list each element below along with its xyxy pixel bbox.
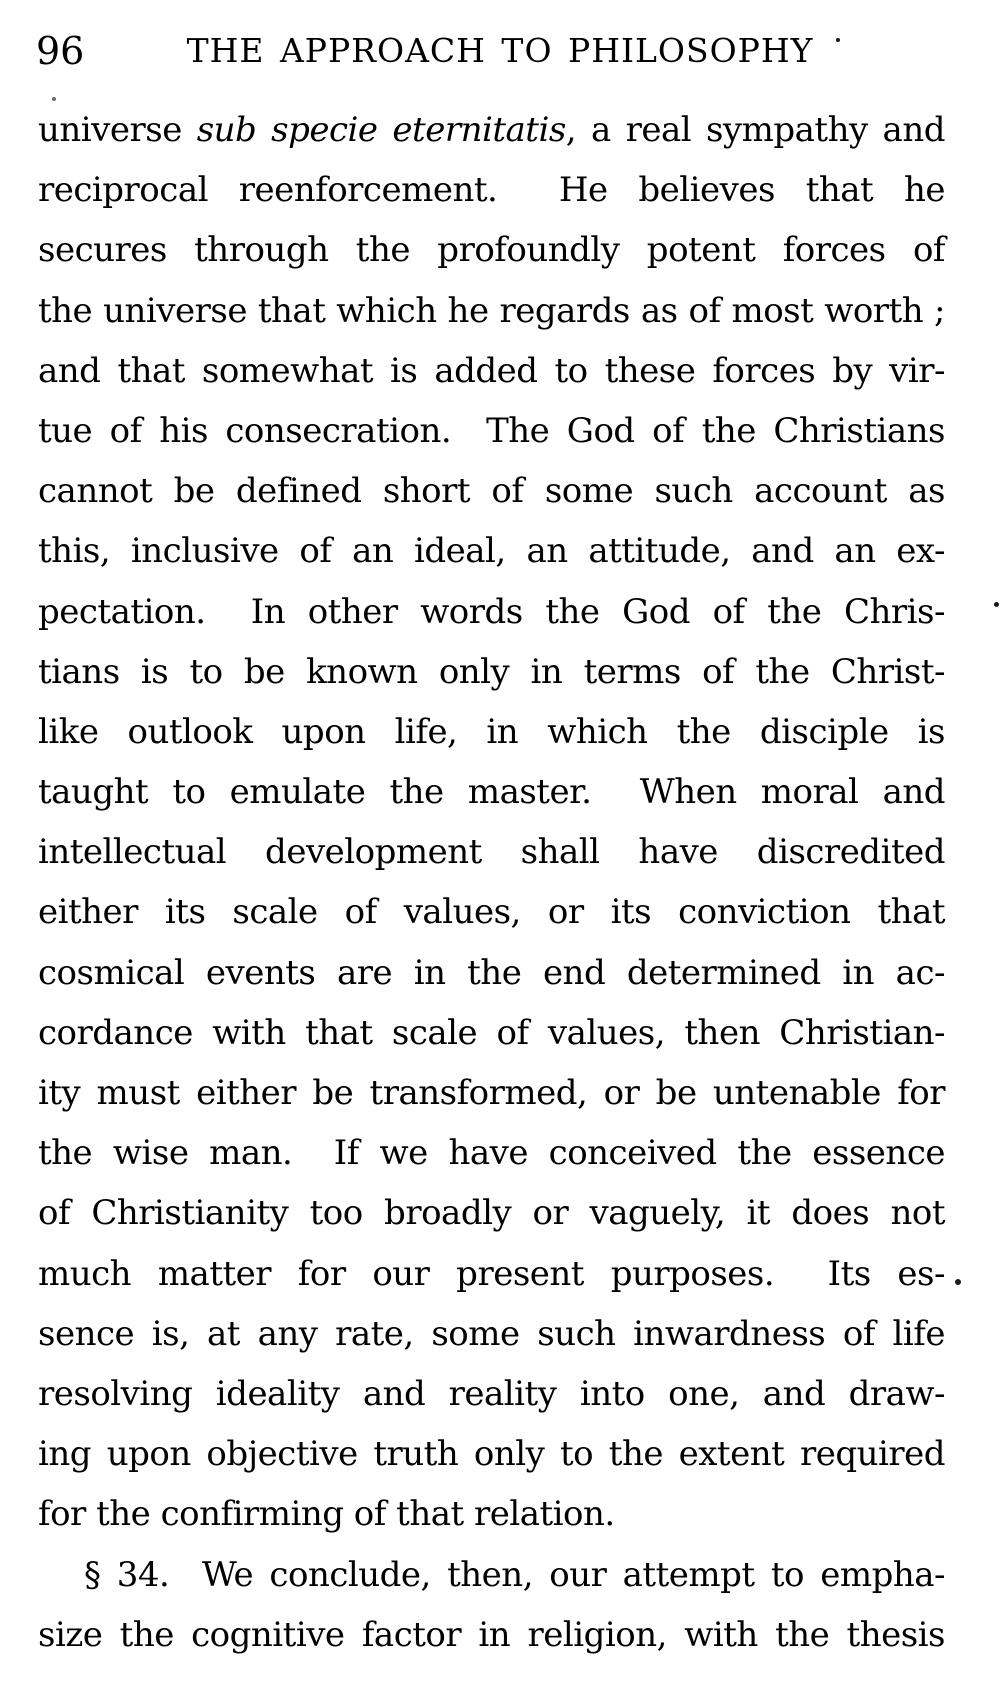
running-title: THE APPROACH TO PHILOSOPHY bbox=[186, 31, 814, 70]
scan-artifact-dot bbox=[836, 38, 840, 42]
text-segment: ing upon objective truth only to the extent required bbox=[38, 1434, 945, 1475]
text-segment: cordance with that scale of values, then Christian- bbox=[38, 1012, 945, 1053]
text-segment: pectation. In other words the God of the Chris- bbox=[38, 591, 945, 632]
text-segment: like outlook upon life, in which the disciple is bbox=[38, 711, 945, 752]
text-line bbox=[38, 1484, 945, 1544]
text-segment: intellectual development shall have discredited bbox=[38, 832, 945, 873]
text-line bbox=[38, 1304, 945, 1364]
text-line bbox=[38, 1364, 945, 1424]
text-line bbox=[38, 1123, 945, 1183]
text-line bbox=[38, 220, 945, 280]
text-segment: for the confirming of that relation. bbox=[38, 1494, 615, 1535]
text-line bbox=[38, 1244, 945, 1304]
text-segment: sence is, at any rate, some such inwardness of life bbox=[38, 1313, 945, 1354]
text-segment: , a real sympathy and bbox=[565, 110, 945, 150]
text-line bbox=[38, 1063, 945, 1123]
text-line bbox=[38, 1003, 945, 1063]
text-line bbox=[38, 1424, 945, 1484]
text-segment: ity must either be transformed, or be untenable for bbox=[38, 1073, 945, 1113]
body-text bbox=[38, 100, 945, 1665]
text-line bbox=[38, 281, 945, 341]
text-segment: of Christianity too broadly or vaguely, it does not bbox=[38, 1193, 945, 1234]
text-segment: either its scale of values, or its conviction that bbox=[38, 892, 945, 933]
text-line bbox=[38, 702, 945, 762]
scan-artifact-dot bbox=[955, 1279, 961, 1285]
text-segment: cannot be defined short of some such account as bbox=[38, 471, 945, 512]
text-segment: this, inclusive of an ideal, an attitude, and an ex- bbox=[38, 531, 945, 572]
text-segment: and that somewhat is added to these forces by vir- bbox=[38, 350, 945, 391]
page-number: 96 bbox=[36, 29, 85, 73]
text-segment: § 34. We conclude, then, our attempt to empha- bbox=[84, 1554, 945, 1595]
text-line bbox=[38, 1183, 945, 1243]
text-line bbox=[38, 1605, 945, 1665]
text-segment: reciprocal reenforcement. He believes that he bbox=[38, 170, 945, 211]
text-line bbox=[38, 1545, 945, 1605]
text-segment: universe bbox=[38, 110, 197, 150]
text-line bbox=[38, 521, 945, 581]
text-segment: the universe that which he regards as of most worth ; bbox=[38, 290, 945, 331]
page-header bbox=[0, 26, 1000, 76]
latin-phrase-italic: sub specie eternitatis bbox=[196, 110, 566, 150]
text-segment: resolving ideality and reality into one, and draw- bbox=[38, 1373, 945, 1414]
text-segment: secures through the profoundly potent forces of bbox=[38, 230, 945, 271]
text-line bbox=[38, 762, 945, 822]
text-line bbox=[38, 341, 945, 401]
text-segment: the wise man. If we have conceived the essence bbox=[38, 1133, 945, 1174]
text-line bbox=[38, 461, 945, 521]
text-segment: tue of his consecration. The God of the Christians bbox=[38, 410, 945, 451]
scan-artifact-dot bbox=[52, 97, 56, 101]
text-line bbox=[38, 943, 945, 1003]
text-line bbox=[38, 822, 945, 882]
text-segment: tians is to be known only in terms of the Christ- bbox=[38, 651, 945, 692]
text-segment: much matter for our present purposes. Its es- bbox=[38, 1253, 945, 1294]
text-segment: taught to emulate the master. When moral and bbox=[38, 772, 945, 813]
text-line bbox=[38, 882, 945, 942]
text-line bbox=[38, 642, 945, 702]
text-line bbox=[38, 582, 945, 642]
text-line bbox=[38, 160, 945, 220]
scan-artifact-dot bbox=[994, 602, 999, 607]
text-line bbox=[38, 100, 945, 160]
text-segment: cosmical events are in the end determined in ac- bbox=[38, 952, 945, 993]
text-segment: size the cognitive factor in religion, with the thesis bbox=[38, 1614, 945, 1655]
text-line bbox=[38, 401, 945, 461]
